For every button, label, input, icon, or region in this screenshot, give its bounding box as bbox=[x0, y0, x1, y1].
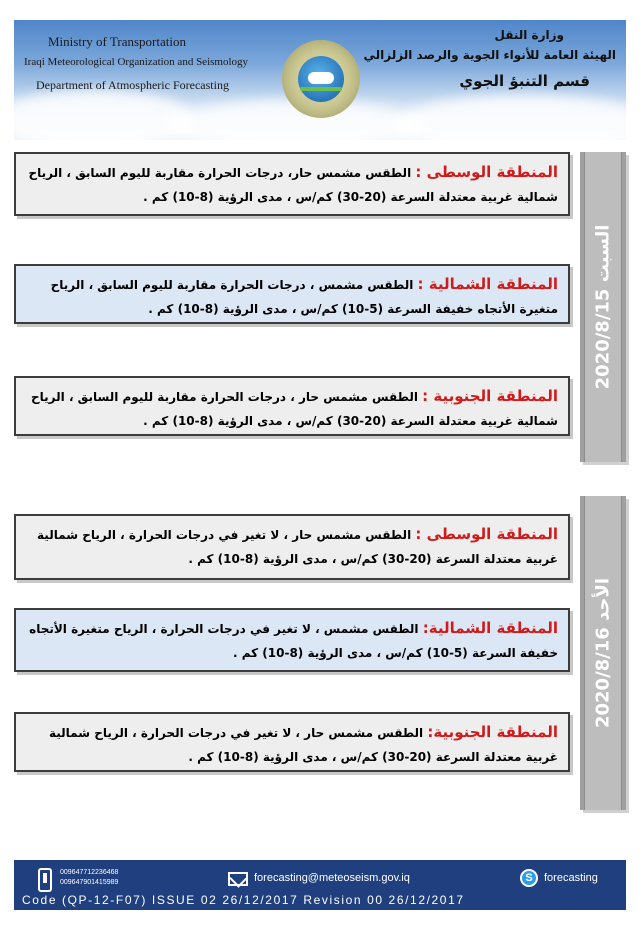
mail-icon bbox=[228, 872, 248, 886]
region-title: المنطقة الجنوبية: bbox=[427, 723, 558, 741]
organization-name-ar: الهيئة العامة للأنواء الجوية والرصد الزلزالي bbox=[363, 48, 616, 62]
region-title: المنطقة الشمالية: bbox=[422, 619, 558, 637]
email-link[interactable]: forecasting@meteoseism.gov.iq bbox=[254, 872, 410, 884]
forecast-north-day2 bbox=[14, 608, 570, 672]
forecast-text: الطقس مشمس ، درجات الحرارة مقاربة لليوم السابق ، الرياح متغيرة الأتجاه خفيفة السرعة (5-10) كم/س ، مدى الرؤية (8-10) كم . bbox=[50, 278, 558, 316]
footer bbox=[14, 860, 626, 910]
forecast-text: الطقس مشمس ، لا تغير في درجات الحرارة ، الرياح متغيرة الأتجاه خفيفة السرعة (5-10) كم/س ، مدى الرؤية (8-10) كم . bbox=[29, 622, 558, 660]
ministry-name-ar: وزارة النقل bbox=[494, 28, 564, 42]
forecast-text: الطقس مشمس حار، درجات الحرارة مقاربة لليوم السابق ، الرياح شمالية غربية معتدلة السرعة (20-30) كم/س ، مدى الرؤية (8-10) كم . bbox=[28, 166, 558, 204]
date-label: السبت 2020/8/15 bbox=[592, 224, 614, 390]
forecast-central-day2 bbox=[14, 514, 570, 580]
phone-number: 009647712236468 bbox=[60, 869, 119, 876]
date-label: الأحد 2020/8/16 bbox=[592, 577, 614, 729]
region-title: المنطقة الوسطى : bbox=[415, 163, 558, 181]
region-title: المنطقة الوسطى : bbox=[415, 525, 558, 543]
department-name-ar: قسم التنبؤ الجوي bbox=[459, 72, 590, 90]
department-name-en: Department of Atmospheric Forecasting bbox=[36, 78, 229, 92]
phone-numbers bbox=[60, 868, 118, 888]
forecast-south-day1 bbox=[14, 376, 570, 436]
forecast-text: الطقس مشمس حار ، درجات الحرارة مقاربة لليوم السابق ، الرياح شمالية غربية معتدلة السرعة (20-30) كم/س ، مدى الرؤية (8-10) كم . bbox=[31, 390, 558, 428]
phone-icon bbox=[38, 868, 52, 892]
region-title: المنطقة الجنوبية : bbox=[422, 387, 558, 405]
header-banner bbox=[14, 20, 626, 140]
cloud-decoration bbox=[14, 90, 194, 140]
forecast-text: الطقس مشمس حار ، لا تغير في درجات الحرارة ، الرياح شمالية غربية معتدلة السرعة (20-30) كم/س ، مدى الرؤية (8-10) كم . bbox=[48, 726, 558, 764]
phone-number: 009647901415989 bbox=[60, 879, 119, 886]
cloud-decoration bbox=[394, 95, 626, 140]
date-bar-day2 bbox=[580, 496, 626, 810]
organization-name-en: Iraqi Meteorological Organization and Seismology bbox=[24, 56, 249, 68]
region-title: المنطقة الشمالية : bbox=[417, 275, 558, 293]
skype-handle[interactable]: forecasting bbox=[544, 872, 598, 884]
forecast-central-day1 bbox=[14, 152, 570, 216]
date-bar-day1 bbox=[580, 152, 626, 462]
document-code: Code (QP-12-F07) ISSUE 02 26/12/2017 Revision 00 26/12/2017 bbox=[22, 893, 465, 907]
forecast-north-day1 bbox=[14, 264, 570, 324]
forecast-text: الطقس مشمس حار ، لا تغير في درجات الحرارة ، الرياح شمالية غربية معتدلة السرعة (20-30) كم/س ، مدى الرؤية (8-10) كم . bbox=[37, 528, 558, 566]
skype-icon: S bbox=[520, 869, 538, 887]
emblem-logo bbox=[282, 40, 360, 118]
ministry-name-en: Ministry of Transportation bbox=[48, 34, 186, 49]
forecast-south-day2 bbox=[14, 712, 570, 772]
